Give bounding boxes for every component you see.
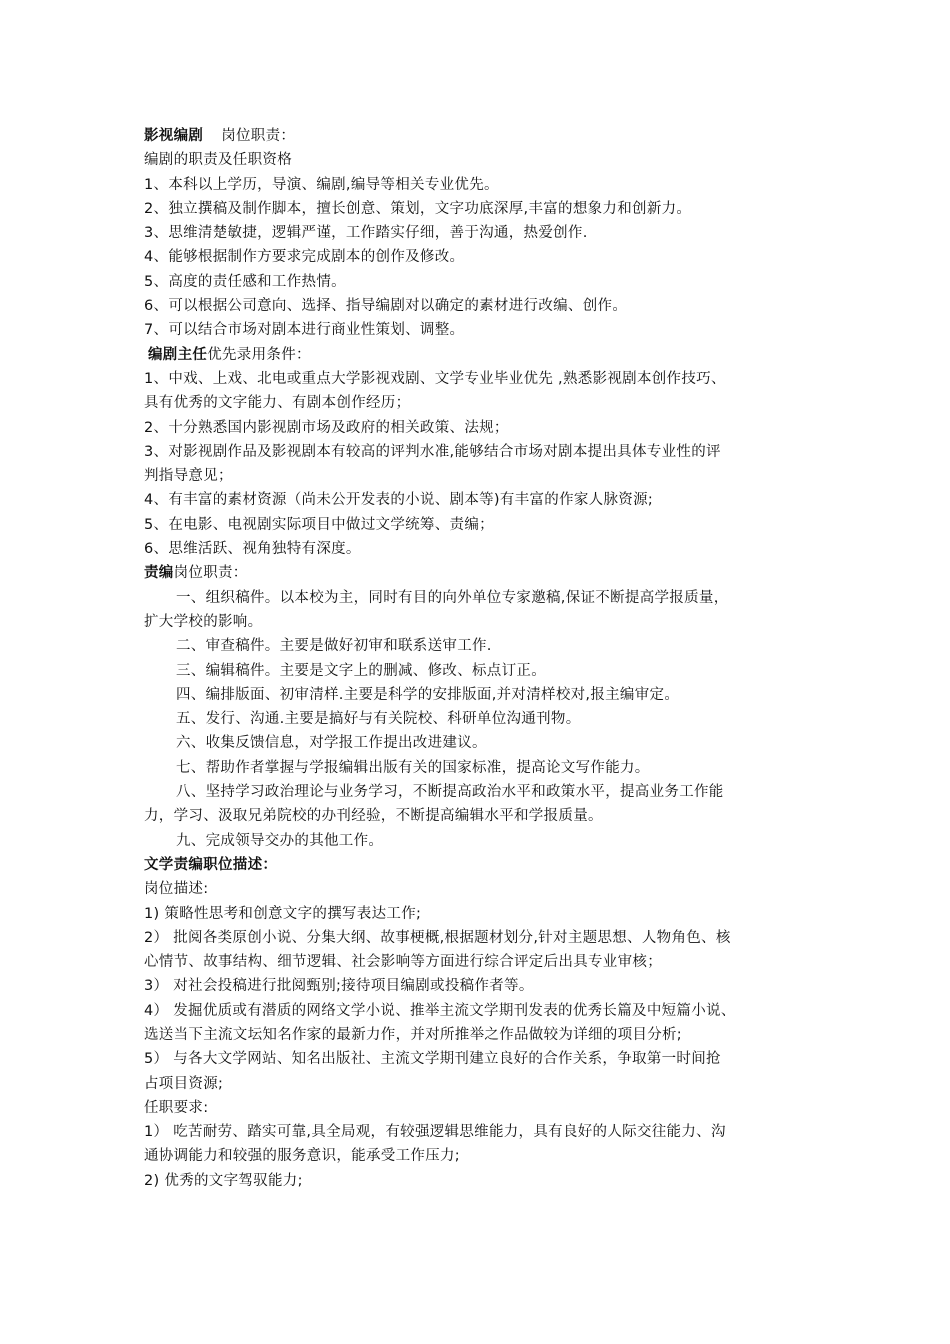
- list-item: 2、独立撰稿及制作脚本，擅长创意、策划，文字功底深厚,丰富的想象力和创新力。: [144, 200, 692, 217]
- subsection-heading: 任职要求:: [144, 1099, 209, 1116]
- text-line: 2） 批阅各类原创小说、分集大纲、故事梗概,根据题材划分,针对主题思想、人物角色、核: [144, 929, 731, 946]
- text-line: 5、在电影、电视剧实际项目中做过文学统筹、责编；: [144, 516, 494, 533]
- section-heading-head-writer: [144, 343, 824, 367]
- section-subtitle: 编剧的职责及任职资格: [144, 152, 292, 169]
- text-line: 具有优秀的文字能力、有剧本创作经历；: [144, 395, 411, 412]
- text-line: 五、发行、沟通.主要是搞好与有关院校、科研单位沟通刊物。: [176, 711, 581, 728]
- section-title: 影视编剧: [144, 128, 204, 144]
- text-line: 3、对影视剧作品及影视剧本有较高的评判水准,能够结合市场对剧本提出具体专业性的评: [144, 443, 721, 460]
- section-title-suffix: 优先录用条件：: [207, 346, 311, 363]
- list-item: 5、高度的责任感和工作热情。: [144, 273, 346, 290]
- list-item: 6、可以根据公司意向、选择、指导编剧对以确定的素材进行改编、创作。: [144, 298, 628, 315]
- text-line: 八、坚持学习政治理论与业务学习，不断提高政治水平和政策水平，提高业务工作能: [176, 784, 724, 801]
- text-line: 4、有丰富的素材资源（尚未公开发表的小说、剧本等)有丰富的作家人脉资源;: [144, 492, 654, 509]
- text-line: 三、编辑稿件。主要是文字上的删减、修改、标点订正。: [176, 662, 546, 679]
- text-line: 占项目资源;: [144, 1075, 224, 1092]
- text-line: 6、思维活跃、视角独特有深度。: [144, 541, 361, 558]
- text-line: 扩大学校的影响。: [144, 613, 263, 630]
- section-title-suffix: 岗位职责：: [173, 565, 248, 582]
- text-line: 二、审查稿件。主要是做好初审和联系送审工作.: [176, 638, 492, 655]
- list-item: 3、思维清楚敏捷，逻辑严谨，工作踏实仔细，善于沟通，热爱创作.: [144, 225, 588, 242]
- section-title: 编剧主任: [148, 346, 208, 363]
- text-line: 一、组织稿件。以本校为主，同时有目的向外单位专家邀稿,保证不断提高学报质量，: [176, 589, 729, 606]
- text-line: 1) 策略性思考和创意文字的撰写表达工作;: [144, 905, 422, 922]
- document-body: [144, 124, 824, 1193]
- list-item: 4、能够根据制作方要求完成剧本的创作及修改。: [144, 249, 465, 266]
- subsection-heading: 岗位描述:: [144, 881, 209, 898]
- section-heading-editor: [144, 561, 824, 585]
- text-line: 3） 对社会投稿进行批阅甄别;接待项目编剧或投稿作者等。: [144, 978, 534, 995]
- section-heading-screenwriter: [144, 124, 824, 148]
- text-line: 5） 与各大文学网站、知名出版社、主流文学期刊建立良好的合作关系，争取第一时间抢: [144, 1051, 721, 1068]
- text-line: 选送当下主流文坛知名作家的最新力作，并对所推举之作品做较为详细的项目分析;: [144, 1026, 682, 1043]
- text-line: 通协调能力和较强的服务意识，能承受工作压力;: [144, 1148, 460, 1165]
- text-line: 四、编排版面、初审清样.主要是科学的安排版面,并对清样校对,报主编审定。: [176, 686, 680, 703]
- text-line: 心情节、故事结构、细节逻辑、社会影响等方面进行综合评定后出具专业审核；: [144, 954, 662, 971]
- text-line: 1、中戏、上戏、北电或重点大学影视戏剧、文学专业毕业优先 ,熟悉影视剧本创作技巧、: [144, 370, 726, 387]
- text-line: 2) 优秀的文字驾驭能力;: [144, 1172, 303, 1189]
- section-heading-literary-editor: 文学责编职位描述：: [144, 856, 278, 873]
- text-line: 判指导意见；: [144, 468, 233, 485]
- text-line: 2、十分熟悉国内影视剧市场及政府的相关政策、法规；: [144, 419, 509, 436]
- text-line: 1） 吃苦耐劳、踏实可靠,具全局观，有较强逻辑思维能力，具有良好的人际交往能力、沟: [144, 1124, 726, 1141]
- text-line: 七、帮助作者掌握与学报编辑出版有关的国家标准，提高论文写作能力。: [176, 759, 650, 776]
- list-item: 1、本科以上学历，导演、编剧,编导等相关专业优先。: [144, 176, 499, 193]
- section-title-suffix: 岗位职责：: [221, 128, 296, 144]
- text-line: 九、完成领导交办的其他工作。: [176, 832, 384, 849]
- text-line: 4） 发掘优质或有潜质的网络文学小说、推举主流文学期刊发表的优秀长篇及中短篇小说、: [144, 1002, 736, 1019]
- section-title: 责编: [144, 565, 174, 582]
- text-line: 六、收集反馈信息，对学报工作提出改进建议。: [176, 735, 487, 752]
- list-item: 7、可以结合市场对剧本进行商业性策划、调整。: [144, 322, 465, 339]
- text-line: 力，学习、汲取兄弟院校的办刊经验，不断提高编辑水平和学报质量。: [144, 808, 603, 825]
